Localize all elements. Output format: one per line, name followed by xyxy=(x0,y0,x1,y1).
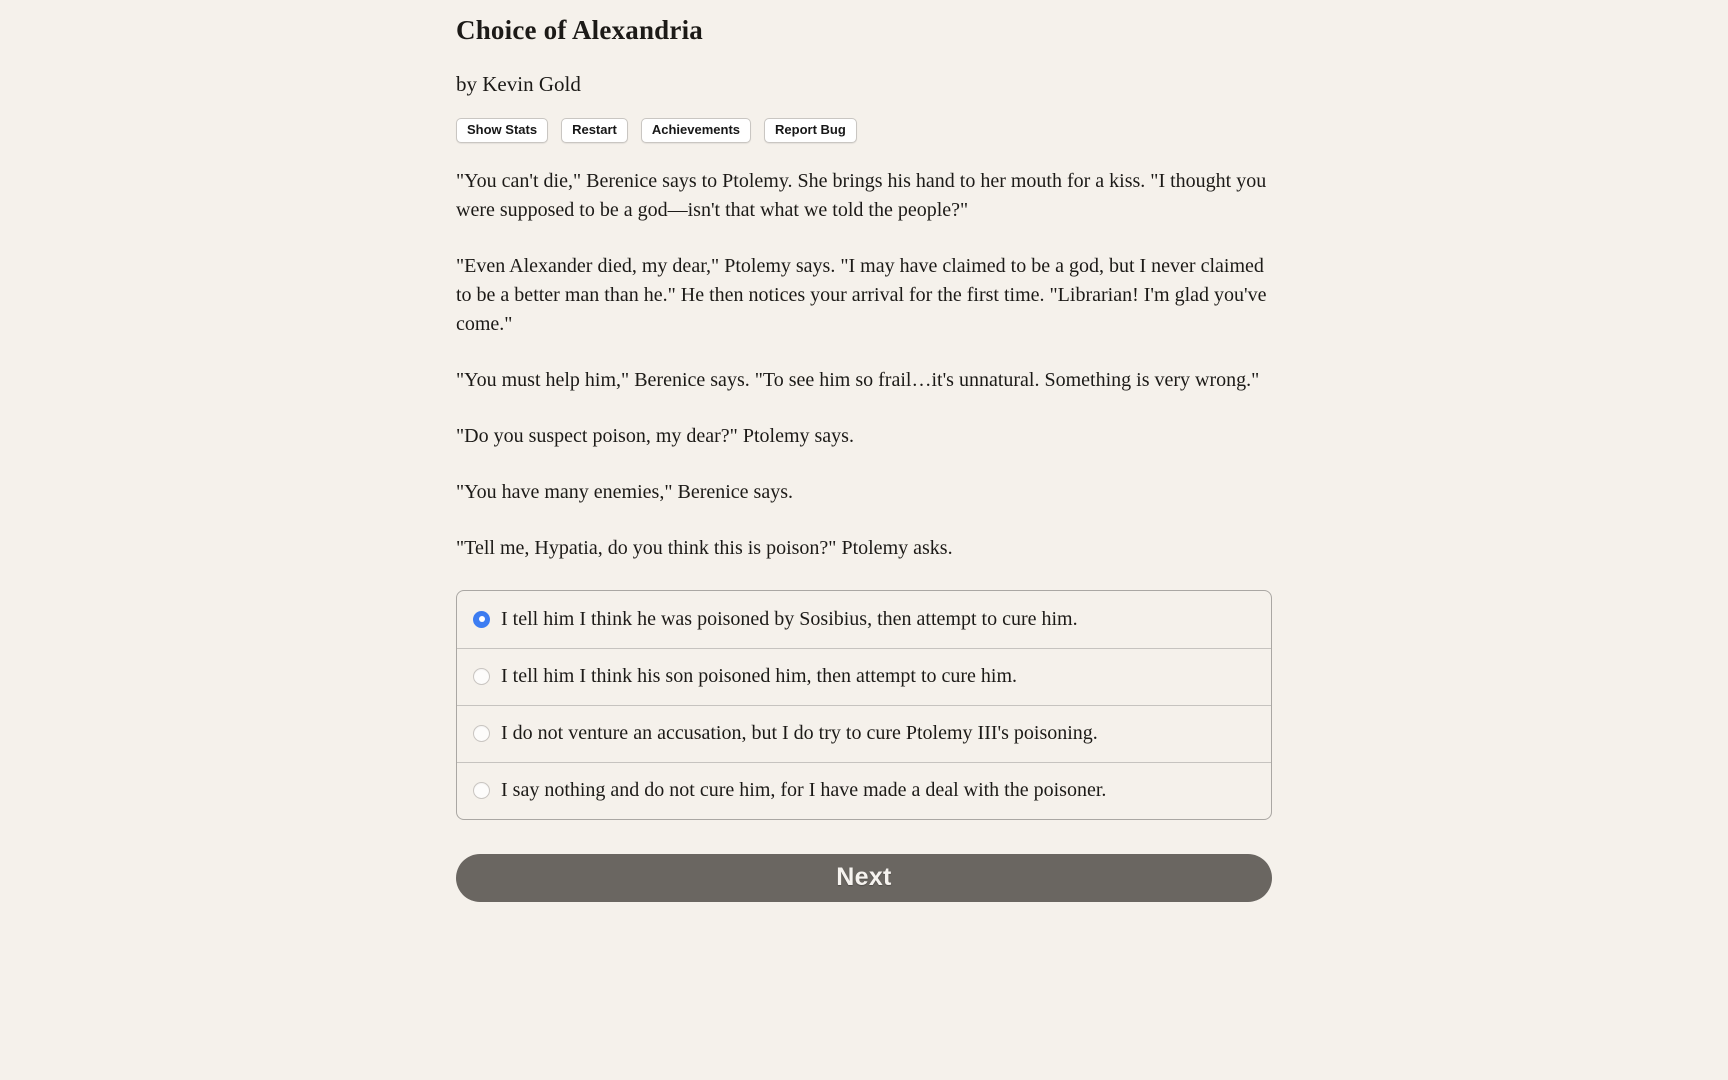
restart-button[interactable]: Restart xyxy=(561,118,628,143)
story-paragraph: "You have many enemies," Berenice says. xyxy=(456,480,793,503)
radio-button-1[interactable] xyxy=(473,611,490,628)
choice-option-1[interactable] xyxy=(457,591,1271,648)
radio-button-4[interactable] xyxy=(473,782,490,799)
game-title: Choice of Alexandria xyxy=(456,15,703,45)
choice-list xyxy=(456,590,1272,820)
toolbar xyxy=(456,118,1272,143)
show-stats-button[interactable]: Show Stats xyxy=(456,118,548,143)
choice-option-2[interactable] xyxy=(457,648,1271,705)
story-paragraph: "You must help him," Berenice says. "To see him so frail…it's unnatural. Something is very wrong." xyxy=(456,368,1260,391)
achievements-button[interactable]: Achievements xyxy=(641,118,751,143)
choice-option-label: I do not venture an accusation, but I do try to cure Ptolemy III's poisoning. xyxy=(501,722,1098,745)
choice-option-label: I tell him I think he was poisoned by Sosibius, then attempt to cure him. xyxy=(501,607,1078,630)
choice-option-label: I tell him I think his son poisoned him, then attempt to cure him. xyxy=(501,665,1018,688)
story-text xyxy=(456,167,1272,563)
story-paragraph: "Even Alexander died, my dear," Ptolemy says. "I may have claimed to be a god, but I never claimed to be a better man than he." He then notices your arrival for the first time. "Librarian! I'm glad you've come." xyxy=(456,254,1267,335)
next-button[interactable]: Next xyxy=(456,854,1272,902)
radio-button-2[interactable] xyxy=(473,668,490,685)
author-byline: by Kevin Gold xyxy=(456,71,581,96)
choice-option-4[interactable] xyxy=(457,762,1271,819)
game-page xyxy=(456,0,1272,902)
report-bug-button[interactable]: Report Bug xyxy=(764,118,857,143)
story-paragraph: "You can't die," Berenice says to Ptolemy. She brings his hand to her mouth for a kiss. "I thought you were supposed to be a god—isn't that what we told the people?" xyxy=(456,169,1267,221)
choice-option-3[interactable] xyxy=(457,705,1271,762)
radio-button-3[interactable] xyxy=(473,725,490,742)
story-paragraph: "Tell me, Hypatia, do you think this is poison?" Ptolemy asks. xyxy=(456,536,953,559)
story-paragraph: "Do you suspect poison, my dear?" Ptolemy says. xyxy=(456,424,854,447)
choice-option-label: I say nothing and do not cure him, for I have made a deal with the poisoner. xyxy=(501,779,1107,802)
